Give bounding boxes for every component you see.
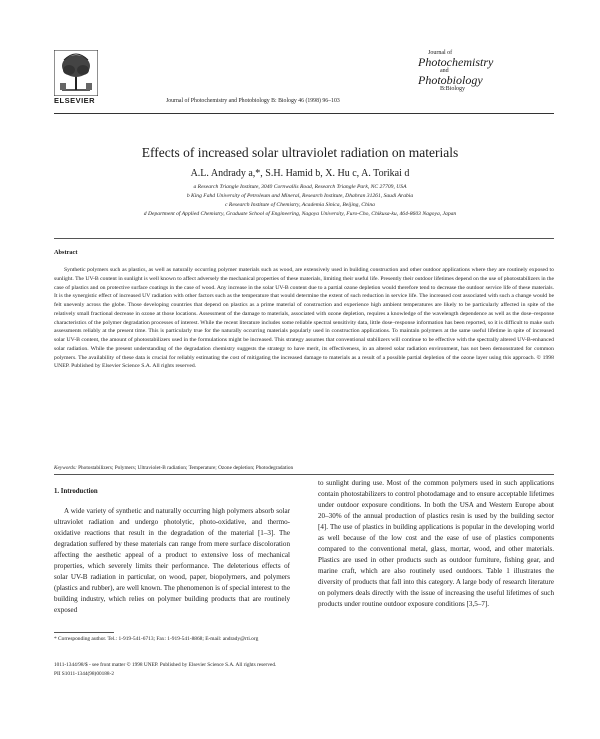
affiliation-d: d Department of Applied Chemistry, Graduate School of Engineering, Nagoya University, Furo-Cho, Chikusa-ku, 464-8603 Nagoya, Japan — [143, 211, 457, 217]
journal-logo-line5: B:Biology — [440, 86, 466, 92]
publisher-name: ELSEVIER — [54, 96, 96, 105]
pii-line: PII S1011-1344(98)00188-2 — [54, 670, 114, 677]
keywords-line — [54, 465, 554, 471]
article-authors: A.L. Andrady a,*, S.H. Hamid b, X. Hu c, A. Torikai d — [190, 168, 410, 179]
journal-logo — [418, 50, 506, 92]
abstract-top-divider — [54, 238, 554, 239]
abstract-text: Synthetic polymers such as plastics, as well as naturally occurring polymer materials such as wood, are extensively used in building construction and other outdoor applications where they are routinely exposed to sunlight. The UV-B content in sunlight is well known to affect adversely the mechanical properties of these materials, limiting their useful life. Presently their outdoor lifetimes depend on the use of photostabilizers in the case of plastics and on protective surface coatings in the case of wood. Any increase in the solar UV-B content due to a partial ozone depletion would therefore tend to decrease the outdoor service life of these materials. It is the synergistic effect of increased UV radiation with other factors such as the temperature that would determine the extent of such reduction in service life. The increased cost associated with such a change would be felt unevenly across the globe. Those developing countries that depend on plastics as a prime material of construction and experience high ambient temperatures are likely to be particularly affected in spite of the relatively small fractional decrease in ozone at those locations. Assessment of the damage to materials, associated with ozone depletion, requires a knowledge of the wavelength dependence as well as the dose–response characteristics of the polymer degradation processes of interest. While the recent literature includes some reliable spectral sensitivity data, little dose–response information has been reported, so it is difficult to make such assessments reliably at the present time. This is particularly true for the naturally occurring materials popularly used in construction applications. To maintain polymers at the same useful lifetime in spite of increased solar UV-B content, the amount of photostabilizers used in the formulations might be increased. This strategy assumes that conventional stabilizers will continue to be effective with the spectrally altered UV-B-enhanced solar radiation. While the present understanding of the degradation chemistry suggests the strategy to have merit, its effectiveness, in an altered solar radiation environment, has not been demonstrated for common polymers. The availability of these data is crucial for reliably estimating the cost of mitigating the increased damage to materials as a result of a possible partial depletion of the ozone layer using this approach. © 1998 UNEP. Published by Elsevier Science S.A. All rights reserved. — [54, 267, 554, 370]
keywords-text: Photostabilizers; Polymers; Ultraviolet-B radiation; Temperature; Ozone depletion; Photodegradation — [76, 465, 294, 471]
abstract-bottom-divider — [54, 474, 554, 475]
affiliation-c: c Research Institute of Chemistry, Academia Sinica, Beijing, China — [225, 202, 375, 208]
article-title: Effects of increased solar ultraviolet radiation on materials — [141, 145, 459, 160]
keywords-label: Keywords: — [54, 465, 77, 471]
elsevier-tree-logo-icon — [54, 50, 98, 96]
journal-logo-line1: Journal of — [428, 50, 453, 56]
corresponding-author-footnote: * Corresponding author. Tel.: 1-919-541-6713; Fax: 1-919-541-8868; E-mail: andrady@rti.org — [54, 636, 259, 642]
copyright-line: 1011-1344/98/$ - see front matter © 1998 UNEP. Published by Elsevier Science S.A. All rights reserved. — [54, 662, 277, 668]
page-header — [54, 50, 554, 110]
footnote-divider — [54, 632, 114, 633]
journal-citation: Journal of Photochemistry and Photobiology B: Biology 46 (1998) 96–103 — [166, 98, 340, 104]
right-column — [318, 478, 554, 610]
header-divider — [54, 113, 554, 114]
introduction-text-right: to sunlight during use. Most of the common polymers used in such applications contain photostabilizers to control photodamage and to ensure acceptable lifetimes under outdoor exposure conditions. In both the USA and Western Europe about 20–30% of the annual production of plastics resin is used by the building sector [4]. The use of plastics in building applications is popular in the developing world as well because of the low cost and the ease of use of plastics components compared to the conventional metal, glass, mortar, wood, and other materials. Plastics are used in other products such as outdoor furniture, fishing gear, and marine craft, which are also routinely used outdoors. Table 1 illustrates the diversity of products that fall into this category. A large body of research literature on polymers deals directly with the issue of increasing the useful lifetimes of such products under routine outdoor exposure conditions [3,5–7]. — [318, 479, 554, 608]
affiliation-b: b King Fahd University of Petroleum and Mineral, Research Institute, Dhahran 31261, Saudi Arabia — [186, 193, 414, 199]
journal-logo-line4: Photobiology — [418, 73, 483, 87]
introduction-text-left: A wide variety of synthetic and naturally occurring high polymers absorb solar ultraviolet radiation and undergo photolytic, photo-oxidative, and thermo-oxidative reactions that result in the degradation of the material [1–3]. The degradation suffered by these materials can range from mere surface discoloration affecting the aesthetic appeal of a product to extensive loss of mechanical properties, which severely limits their performance. The deleterious effects of solar UV-B radiation in particular, on wood, paper, biopolymers, and polymers (plastics and rubber), are well known. The phenomenon is of special interest to the building industry, which relies on polymer building products that are routinely exposed — [54, 507, 290, 614]
affiliation-a: a Research Triangle Institute, 3040 Cornwallis Road, Research Triangle Park, NC 27709, USA — [193, 184, 407, 190]
copyright-info — [54, 661, 354, 678]
journal-logo-line2: Photochemistry — [418, 55, 494, 69]
left-column — [54, 483, 290, 616]
abstract-heading: Abstract — [54, 249, 78, 256]
journal-logo-line3: and — [440, 68, 449, 74]
section-heading-introduction: 1. Introduction — [54, 488, 98, 495]
